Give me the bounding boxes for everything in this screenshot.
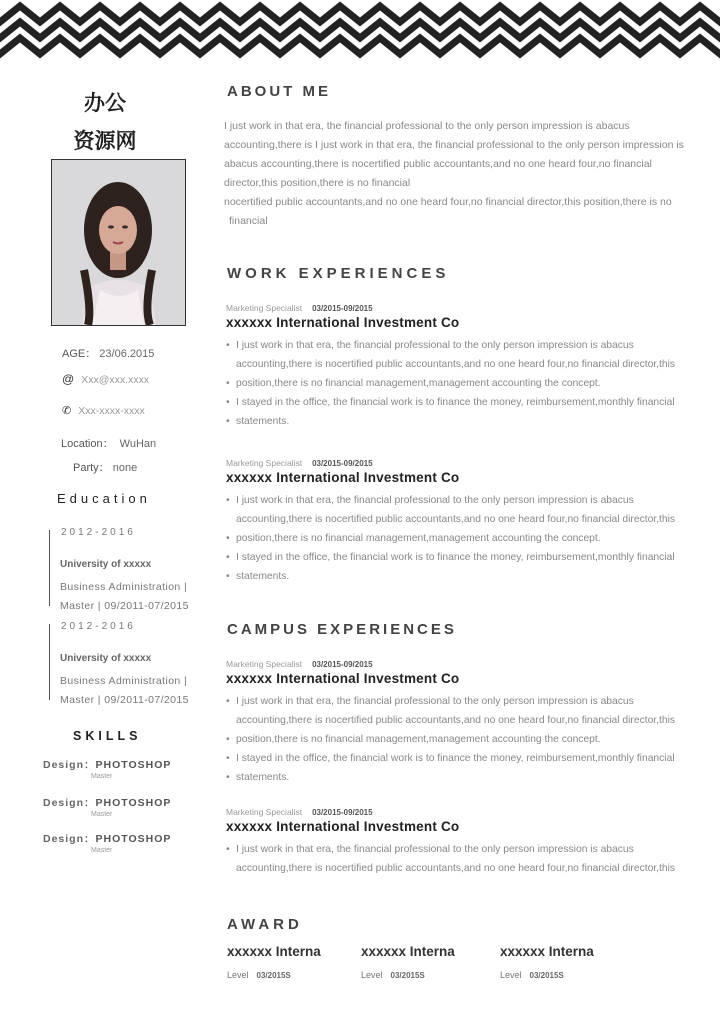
skill-name: PHOTOSHOP <box>95 833 172 845</box>
job-description-line: • I just work in that era, the financial professional to the only person impression is abacus <box>226 336 684 355</box>
job-description-line: • statements. <box>226 567 684 586</box>
job-description <box>226 491 684 586</box>
party-row <box>73 459 137 475</box>
about-text <box>224 117 684 231</box>
job-description-line: • position,there is no financial management,management accounting the concept. <box>226 730 684 749</box>
award-date: 03/2015S <box>529 971 564 980</box>
award-name: xxxxxx Interna <box>500 944 594 959</box>
job-description-line: • I stayed in the office, the financial work is to finance the money, reimbursement,monthly financial <box>226 393 684 412</box>
age-label: AGE： <box>62 348 97 360</box>
profile-photo <box>51 159 186 326</box>
job-description-line: • statements. <box>226 768 684 787</box>
job-company: xxxxxx International Investment Co <box>226 470 460 485</box>
campus-entry <box>226 659 684 787</box>
award-heading: AWARD <box>227 916 303 933</box>
job-description-line: accounting,there is nocertified public accountants,and no one heard four,no financial director,this <box>236 514 676 525</box>
job-description-line: • position,there is no financial management,management accounting the concept. <box>226 374 684 393</box>
party-value: none <box>112 462 138 474</box>
award-name: xxxxxx Interna <box>227 944 321 959</box>
award-item <box>500 944 594 980</box>
award-level-label: Level <box>500 970 522 980</box>
job-description-line: accounting,there is nocertified public accountants,and no one heard four,no financial director,this <box>236 715 676 726</box>
age-value: 23/06.2015 <box>99 348 155 360</box>
skill-level: Master <box>91 811 113 818</box>
job-description <box>226 840 684 878</box>
job-date: 03/2015-09/2015 <box>312 304 373 313</box>
education-school: University of xxxxx <box>60 559 152 570</box>
job-meta <box>226 303 684 313</box>
about-line: accounting,there is I just work in that era, the financial professional to the only person impression is <box>224 139 684 151</box>
work-entry <box>226 303 684 431</box>
job-description-line: • I just work in that era, the financial professional to the only person impression is abacus <box>226 840 684 859</box>
brand-logo-text <box>40 84 170 160</box>
skill-name: PHOTOSHOP <box>95 797 172 809</box>
campus-entry <box>226 807 684 878</box>
education-school: University of xxxxx <box>60 653 152 664</box>
about-heading: ABOUT ME <box>227 83 331 100</box>
phone-icon: ✆ <box>62 405 72 417</box>
location-row <box>61 435 156 451</box>
skill-item <box>43 757 171 780</box>
education-degree: Master | 09/2011-07/2015 <box>60 694 189 706</box>
job-meta <box>226 659 684 669</box>
about-line: nocertified public accountants,and no one heard four,no financial director,this position,there is no <box>224 196 672 208</box>
education-major: Business Administration | <box>60 581 188 593</box>
award-level-label: Level <box>361 970 383 980</box>
award-date: 03/2015S <box>256 971 291 980</box>
campus-heading: CAMPUS EXPERIENCES <box>227 621 457 638</box>
job-meta <box>226 458 684 468</box>
skill-level: Master <box>91 773 113 780</box>
job-company: xxxxxx International Investment Co <box>226 819 460 834</box>
job-role: Marketing Specialist <box>226 303 303 313</box>
email-row <box>62 372 149 386</box>
job-description-line: accounting,there is nocertified public accountants,and no one heard four,no financial director,this <box>236 863 676 874</box>
job-description-line: accounting,there is nocertified public accountants,and no one heard four,no financial director,this <box>236 359 676 370</box>
job-meta <box>226 807 684 817</box>
skill-item <box>43 831 171 854</box>
job-company: xxxxxx International Investment Co <box>226 315 460 330</box>
age-row <box>62 345 154 361</box>
phone-row <box>62 404 145 417</box>
education-years: 2012-2016 <box>61 527 136 538</box>
job-role: Marketing Specialist <box>226 807 303 817</box>
work-heading: WORK EXPERIENCES <box>227 265 450 282</box>
education-heading: Education <box>57 491 151 506</box>
skill-label: Design： <box>43 759 96 771</box>
job-description-line: • I just work in that era, the financial professional to the only person impression is abacus <box>226 692 684 711</box>
education-major: Business Administration | <box>60 675 188 687</box>
education-degree: Master | 09/2011-07/2015 <box>60 600 189 612</box>
job-description <box>226 336 684 431</box>
job-date: 03/2015-09/2015 <box>312 660 373 669</box>
award-level-label: Level <box>227 970 249 980</box>
zigzag-banner <box>0 0 720 62</box>
job-role: Marketing Specialist <box>226 659 303 669</box>
job-description-line: • I stayed in the office, the financial work is to finance the money, reimbursement,monthly financial <box>226 548 684 567</box>
location-label: Location： <box>61 438 114 450</box>
job-company: xxxxxx International Investment Co <box>226 671 460 686</box>
education-entry-text <box>60 559 189 616</box>
education-years: 2012-2016 <box>61 621 136 632</box>
phone-value: Xxx-xxxx-xxxx <box>78 405 145 417</box>
skills-heading: SKILLS <box>73 729 142 743</box>
skill-name: PHOTOSHOP <box>95 759 172 771</box>
location-value: WuHan <box>119 438 157 450</box>
email-value: Xxx@xxx.xxxx <box>81 374 150 386</box>
education-entry-text <box>60 653 189 710</box>
at-icon: @ <box>62 372 75 386</box>
job-description-line: • I stayed in the office, the financial work is to finance the money, reimbursement,monthly financial <box>226 749 684 768</box>
party-label: Party： <box>73 462 110 474</box>
about-line: I just work in that era, the financial professional to the only person impression is abacus <box>224 120 630 132</box>
about-line: financial <box>229 215 268 227</box>
job-description <box>226 692 684 787</box>
work-entry <box>226 458 684 586</box>
award-date: 03/2015S <box>390 971 425 980</box>
award-name: xxxxxx Interna <box>361 944 455 959</box>
award-item <box>227 944 321 980</box>
skill-label: Design： <box>43 833 96 845</box>
brand-line-2: 资源网 <box>73 129 137 153</box>
about-line: director,this position,there is no financial <box>224 177 411 189</box>
skill-label: Design： <box>43 797 96 809</box>
job-role: Marketing Specialist <box>226 458 303 468</box>
brand-line-1: 办公 <box>84 91 126 115</box>
job-description-line: • position,there is no financial management,management accounting the concept. <box>226 529 684 548</box>
skill-level: Master <box>91 847 113 854</box>
skill-item <box>43 795 171 818</box>
job-date: 03/2015-09/2015 <box>312 459 373 468</box>
job-date: 03/2015-09/2015 <box>312 808 373 817</box>
job-description-line: • statements. <box>226 412 684 431</box>
job-description-line: • I just work in that era, the financial professional to the only person impression is abacus <box>226 491 684 510</box>
award-item <box>361 944 455 980</box>
about-line: abacus accounting,there is nocertified public accountants,and no one heard four,no financial <box>224 158 652 170</box>
